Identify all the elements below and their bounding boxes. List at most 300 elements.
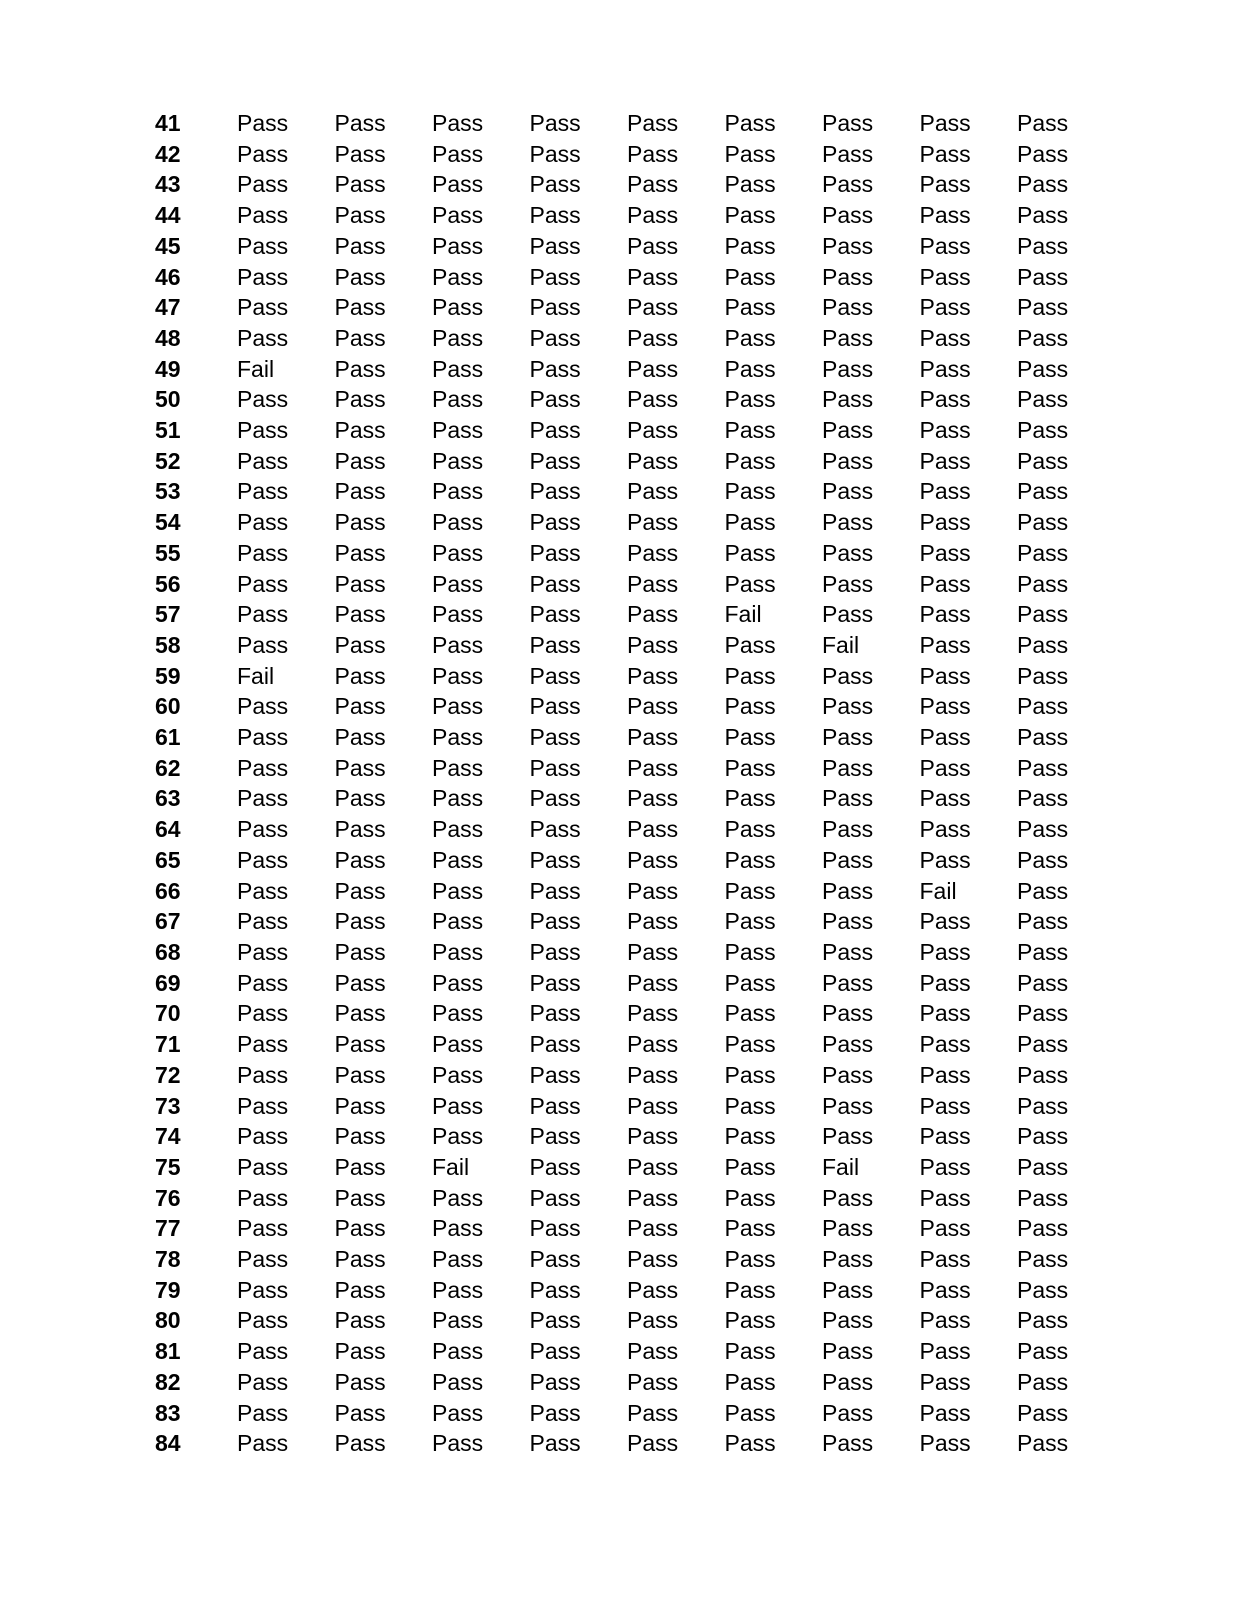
result-cell: Pass bbox=[724, 202, 776, 229]
result-cell: Pass bbox=[334, 785, 386, 812]
table-row bbox=[155, 906, 1115, 937]
result-cell: Pass bbox=[529, 417, 581, 444]
table-row bbox=[155, 415, 1115, 446]
result-cell: Pass bbox=[1017, 693, 1069, 720]
result-cell: Pass bbox=[334, 1215, 386, 1242]
result-cell: Pass bbox=[724, 386, 776, 413]
result-cell: Pass bbox=[919, 754, 971, 781]
row-number: 63 bbox=[155, 785, 181, 812]
result-cell: Pass bbox=[432, 386, 484, 413]
result-cell: Pass bbox=[627, 263, 679, 290]
result-cell: Pass bbox=[529, 1399, 581, 1426]
result-cell: Pass bbox=[627, 724, 679, 751]
result-cell: Pass bbox=[432, 662, 484, 689]
result-cell: Pass bbox=[237, 1031, 289, 1058]
result-cell: Pass bbox=[1017, 1368, 1069, 1395]
row-number: 46 bbox=[155, 263, 181, 290]
result-cell: Pass bbox=[432, 1061, 484, 1088]
result-cell: Pass bbox=[237, 202, 289, 229]
result-cell: Pass bbox=[1017, 816, 1069, 843]
result-cell: Pass bbox=[919, 816, 971, 843]
row-number: 68 bbox=[155, 938, 181, 965]
result-cell: Pass bbox=[237, 724, 289, 751]
result-cell: Pass bbox=[1017, 570, 1069, 597]
result-cell: Pass bbox=[822, 969, 874, 996]
table-row bbox=[155, 1183, 1115, 1214]
result-cell: Pass bbox=[1017, 447, 1069, 474]
result-cell: Pass bbox=[529, 1031, 581, 1058]
table-row bbox=[155, 1152, 1115, 1183]
result-cell: Pass bbox=[334, 1123, 386, 1150]
row-number: 62 bbox=[155, 754, 181, 781]
result-cell: Pass bbox=[529, 110, 581, 136]
row-number: 58 bbox=[155, 631, 181, 658]
result-cell: Pass bbox=[237, 478, 289, 505]
result-cell: Pass bbox=[627, 171, 679, 198]
result-cell: Pass bbox=[1017, 1000, 1069, 1027]
result-cell: Pass bbox=[822, 1215, 874, 1242]
result-cell: Pass bbox=[822, 877, 874, 904]
result-cell: Pass bbox=[1017, 171, 1069, 198]
result-cell: Pass bbox=[1017, 110, 1069, 136]
row-number: 49 bbox=[155, 355, 181, 382]
result-cell: Pass bbox=[724, 1399, 776, 1426]
table-row bbox=[155, 569, 1115, 600]
result-cell: Pass bbox=[724, 1430, 776, 1457]
result-cell: Pass bbox=[432, 355, 484, 382]
result-cell: Pass bbox=[724, 754, 776, 781]
result-cell: Pass bbox=[724, 478, 776, 505]
result-cell: Pass bbox=[237, 1061, 289, 1088]
result-cell: Pass bbox=[724, 662, 776, 689]
table-row bbox=[155, 323, 1115, 354]
table-row bbox=[155, 845, 1115, 876]
result-cell: Pass bbox=[237, 324, 289, 351]
row-number: 72 bbox=[155, 1061, 181, 1088]
result-cell: Pass bbox=[334, 877, 386, 904]
result-cell: Pass bbox=[1017, 969, 1069, 996]
result-cell: Pass bbox=[822, 570, 874, 597]
result-cell: Pass bbox=[334, 110, 386, 136]
result-cell: Pass bbox=[724, 1215, 776, 1242]
result-cell: Pass bbox=[432, 171, 484, 198]
result-cell: Pass bbox=[724, 693, 776, 720]
result-cell: Pass bbox=[919, 1215, 971, 1242]
result-cell: Pass bbox=[1017, 1153, 1069, 1180]
result-cell: Pass bbox=[237, 171, 289, 198]
result-cell: Pass bbox=[919, 1000, 971, 1027]
result-cell: Pass bbox=[919, 724, 971, 751]
result-cell: Pass bbox=[432, 1092, 484, 1119]
result-cell: Pass bbox=[627, 693, 679, 720]
result-cell: Pass bbox=[627, 1092, 679, 1119]
result-cell: Pass bbox=[1017, 478, 1069, 505]
row-number: 78 bbox=[155, 1246, 181, 1273]
result-cell: Pass bbox=[1017, 754, 1069, 781]
result-cell: Pass bbox=[237, 1246, 289, 1273]
table-row bbox=[155, 691, 1115, 722]
result-cell: Pass bbox=[432, 1399, 484, 1426]
result-cell: Pass bbox=[822, 785, 874, 812]
result-cell: Pass bbox=[724, 570, 776, 597]
result-cell: Pass bbox=[822, 171, 874, 198]
result-cell: Pass bbox=[432, 1430, 484, 1457]
result-cell: Pass bbox=[724, 1123, 776, 1150]
result-cell: Pass bbox=[919, 693, 971, 720]
table-row bbox=[155, 1213, 1115, 1244]
result-cell: Pass bbox=[432, 1276, 484, 1303]
result-cell: Pass bbox=[529, 1338, 581, 1365]
table-row bbox=[155, 1121, 1115, 1152]
result-cell: Pass bbox=[334, 1031, 386, 1058]
result-cell: Pass bbox=[919, 232, 971, 259]
result-cell: Pass bbox=[237, 631, 289, 658]
result-cell: Pass bbox=[237, 417, 289, 444]
row-number: 59 bbox=[155, 662, 181, 689]
result-cell: Pass bbox=[919, 294, 971, 321]
row-number: 82 bbox=[155, 1368, 181, 1395]
result-cell: Pass bbox=[627, 877, 679, 904]
table-row bbox=[155, 814, 1115, 845]
result-cell: Pass bbox=[1017, 1031, 1069, 1058]
result-cell: Pass bbox=[529, 601, 581, 628]
row-number: 75 bbox=[155, 1153, 181, 1180]
result-cell: Fail bbox=[237, 355, 275, 382]
result-cell: Pass bbox=[432, 693, 484, 720]
table-row bbox=[155, 1091, 1115, 1122]
result-cell: Pass bbox=[529, 1061, 581, 1088]
result-cell: Pass bbox=[822, 386, 874, 413]
row-number: 48 bbox=[155, 324, 181, 351]
result-cell: Pass bbox=[822, 478, 874, 505]
result-cell: Pass bbox=[237, 294, 289, 321]
result-cell: Pass bbox=[627, 631, 679, 658]
result-cell: Pass bbox=[627, 202, 679, 229]
row-number: 77 bbox=[155, 1215, 181, 1242]
result-cell: Pass bbox=[822, 1184, 874, 1211]
result-cell: Pass bbox=[432, 110, 484, 136]
result-cell: Pass bbox=[822, 1092, 874, 1119]
result-cell: Pass bbox=[919, 202, 971, 229]
result-cell: Pass bbox=[919, 478, 971, 505]
result-cell: Pass bbox=[919, 263, 971, 290]
result-cell: Pass bbox=[919, 417, 971, 444]
result-cell: Pass bbox=[334, 355, 386, 382]
result-cell: Pass bbox=[334, 693, 386, 720]
result-cell: Pass bbox=[724, 417, 776, 444]
result-cell: Pass bbox=[1017, 846, 1069, 873]
result-cell: Pass bbox=[334, 1061, 386, 1088]
result-cell: Pass bbox=[627, 417, 679, 444]
result-cell: Fail bbox=[724, 601, 762, 628]
result-cell: Pass bbox=[822, 110, 874, 136]
result-cell: Pass bbox=[432, 417, 484, 444]
result-cell: Pass bbox=[432, 539, 484, 566]
table-row bbox=[155, 968, 1115, 999]
result-cell: Pass bbox=[724, 140, 776, 167]
result-cell: Pass bbox=[1017, 294, 1069, 321]
result-cell: Pass bbox=[919, 386, 971, 413]
table-row bbox=[155, 783, 1115, 814]
result-cell: Pass bbox=[724, 877, 776, 904]
result-cell: Pass bbox=[627, 601, 679, 628]
result-cell: Pass bbox=[334, 1153, 386, 1180]
row-number: 41 bbox=[155, 110, 181, 136]
result-cell: Pass bbox=[627, 754, 679, 781]
result-cell: Pass bbox=[1017, 908, 1069, 935]
result-cell: Pass bbox=[724, 938, 776, 965]
table-row bbox=[155, 722, 1115, 753]
result-cell: Pass bbox=[432, 785, 484, 812]
result-cell: Pass bbox=[237, 1153, 289, 1180]
table-row bbox=[155, 630, 1115, 661]
result-cell: Pass bbox=[334, 202, 386, 229]
result-cell: Pass bbox=[724, 1276, 776, 1303]
result-cell: Pass bbox=[627, 1276, 679, 1303]
table-row bbox=[155, 446, 1115, 477]
results-table bbox=[155, 108, 1115, 1459]
result-cell: Pass bbox=[529, 263, 581, 290]
row-number: 55 bbox=[155, 539, 181, 566]
result-cell: Pass bbox=[627, 1430, 679, 1457]
result-cell: Pass bbox=[724, 1368, 776, 1395]
row-number: 83 bbox=[155, 1399, 181, 1426]
result-cell: Pass bbox=[627, 570, 679, 597]
table-row bbox=[155, 108, 1115, 139]
result-cell: Pass bbox=[237, 877, 289, 904]
result-cell: Fail bbox=[432, 1153, 470, 1180]
result-cell: Pass bbox=[334, 1000, 386, 1027]
result-cell: Pass bbox=[919, 570, 971, 597]
result-cell: Pass bbox=[822, 693, 874, 720]
result-cell: Pass bbox=[237, 816, 289, 843]
result-cell: Pass bbox=[822, 1430, 874, 1457]
result-cell: Pass bbox=[919, 1123, 971, 1150]
result-cell: Pass bbox=[724, 969, 776, 996]
result-cell: Pass bbox=[237, 140, 289, 167]
result-cell: Pass bbox=[529, 294, 581, 321]
result-cell: Pass bbox=[919, 1061, 971, 1088]
result-cell: Pass bbox=[627, 539, 679, 566]
table-row bbox=[155, 384, 1115, 415]
result-cell: Pass bbox=[334, 324, 386, 351]
result-cell: Pass bbox=[1017, 263, 1069, 290]
result-cell: Pass bbox=[822, 140, 874, 167]
result-cell: Pass bbox=[432, 754, 484, 781]
row-number: 50 bbox=[155, 386, 181, 413]
result-cell: Pass bbox=[334, 171, 386, 198]
result-cell: Pass bbox=[237, 1307, 289, 1334]
result-cell: Pass bbox=[432, 324, 484, 351]
row-number: 47 bbox=[155, 294, 181, 321]
result-cell: Pass bbox=[627, 1061, 679, 1088]
result-cell: Pass bbox=[919, 601, 971, 628]
table-row bbox=[155, 1060, 1115, 1091]
result-cell: Pass bbox=[237, 1123, 289, 1150]
result-cell: Pass bbox=[919, 1338, 971, 1365]
table-row bbox=[155, 292, 1115, 323]
result-cell: Pass bbox=[432, 447, 484, 474]
result-cell: Pass bbox=[334, 140, 386, 167]
result-cell: Pass bbox=[529, 1307, 581, 1334]
table-row bbox=[155, 354, 1115, 385]
result-cell: Pass bbox=[1017, 509, 1069, 536]
result-cell: Pass bbox=[919, 1246, 971, 1273]
result-cell: Pass bbox=[334, 1092, 386, 1119]
result-cell: Pass bbox=[432, 1368, 484, 1395]
result-cell: Pass bbox=[822, 1276, 874, 1303]
result-cell: Pass bbox=[1017, 724, 1069, 751]
result-cell: Pass bbox=[529, 816, 581, 843]
result-cell: Pass bbox=[334, 1430, 386, 1457]
result-cell: Pass bbox=[627, 908, 679, 935]
result-cell: Pass bbox=[432, 1338, 484, 1365]
result-cell: Pass bbox=[529, 171, 581, 198]
result-cell: Pass bbox=[1017, 1307, 1069, 1334]
result-cell: Pass bbox=[432, 938, 484, 965]
result-cell: Pass bbox=[724, 355, 776, 382]
result-cell: Pass bbox=[627, 140, 679, 167]
result-cell: Pass bbox=[529, 846, 581, 873]
result-cell: Pass bbox=[1017, 202, 1069, 229]
result-cell: Pass bbox=[432, 509, 484, 536]
result-cell: Pass bbox=[919, 846, 971, 873]
result-cell: Pass bbox=[237, 846, 289, 873]
result-cell: Pass bbox=[1017, 785, 1069, 812]
result-cell: Pass bbox=[919, 324, 971, 351]
result-cell: Pass bbox=[724, 509, 776, 536]
row-number: 44 bbox=[155, 202, 181, 229]
result-cell: Pass bbox=[529, 969, 581, 996]
result-cell: Pass bbox=[627, 1307, 679, 1334]
result-cell: Pass bbox=[529, 631, 581, 658]
result-cell: Pass bbox=[334, 509, 386, 536]
result-cell: Pass bbox=[432, 232, 484, 259]
result-cell: Pass bbox=[334, 1399, 386, 1426]
result-cell: Pass bbox=[529, 1368, 581, 1395]
table-row bbox=[155, 200, 1115, 231]
result-cell: Pass bbox=[529, 693, 581, 720]
row-number: 45 bbox=[155, 232, 181, 259]
table-row bbox=[155, 507, 1115, 538]
result-cell: Pass bbox=[627, 1000, 679, 1027]
result-cell: Pass bbox=[334, 662, 386, 689]
result-cell: Pass bbox=[334, 417, 386, 444]
result-cell: Pass bbox=[724, 539, 776, 566]
result-cell: Pass bbox=[334, 908, 386, 935]
table-row bbox=[155, 599, 1115, 630]
result-cell: Pass bbox=[237, 1368, 289, 1395]
result-cell: Pass bbox=[822, 294, 874, 321]
result-cell: Pass bbox=[529, 140, 581, 167]
result-cell: Pass bbox=[1017, 417, 1069, 444]
result-cell: Pass bbox=[627, 1246, 679, 1273]
result-cell: Pass bbox=[724, 1031, 776, 1058]
result-cell: Pass bbox=[1017, 601, 1069, 628]
result-cell: Pass bbox=[237, 570, 289, 597]
result-cell: Pass bbox=[237, 447, 289, 474]
row-number: 60 bbox=[155, 693, 181, 720]
result-cell: Pass bbox=[529, 877, 581, 904]
table-row bbox=[155, 1398, 1115, 1429]
result-cell: Fail bbox=[919, 877, 957, 904]
result-cell: Pass bbox=[237, 1184, 289, 1211]
result-cell: Pass bbox=[627, 1399, 679, 1426]
result-cell: Pass bbox=[919, 969, 971, 996]
row-number: 57 bbox=[155, 601, 181, 628]
row-number: 51 bbox=[155, 417, 181, 444]
result-cell: Pass bbox=[237, 693, 289, 720]
row-number: 67 bbox=[155, 908, 181, 935]
result-cell: Pass bbox=[334, 846, 386, 873]
result-cell: Pass bbox=[822, 754, 874, 781]
result-cell: Fail bbox=[822, 631, 860, 658]
result-cell: Pass bbox=[529, 662, 581, 689]
result-cell: Pass bbox=[919, 140, 971, 167]
result-cell: Pass bbox=[432, 969, 484, 996]
result-cell: Pass bbox=[724, 1307, 776, 1334]
result-cell: Pass bbox=[627, 938, 679, 965]
result-cell: Pass bbox=[822, 355, 874, 382]
row-number: 42 bbox=[155, 140, 181, 167]
result-cell: Pass bbox=[529, 724, 581, 751]
row-number: 76 bbox=[155, 1184, 181, 1211]
row-number: 73 bbox=[155, 1092, 181, 1119]
result-cell: Pass bbox=[919, 447, 971, 474]
result-cell: Pass bbox=[822, 1246, 874, 1273]
result-cell: Pass bbox=[237, 1215, 289, 1242]
result-cell: Pass bbox=[1017, 1246, 1069, 1273]
result-cell: Pass bbox=[432, 1246, 484, 1273]
result-cell: Pass bbox=[1017, 1184, 1069, 1211]
result-cell: Pass bbox=[627, 816, 679, 843]
result-cell: Pass bbox=[529, 509, 581, 536]
result-cell: Pass bbox=[1017, 1276, 1069, 1303]
result-cell: Pass bbox=[822, 1338, 874, 1365]
result-cell: Pass bbox=[1017, 324, 1069, 351]
result-cell: Pass bbox=[919, 509, 971, 536]
result-cell: Pass bbox=[822, 1000, 874, 1027]
result-cell: Pass bbox=[627, 386, 679, 413]
result-cell: Pass bbox=[529, 1276, 581, 1303]
result-cell: Pass bbox=[627, 294, 679, 321]
result-cell: Pass bbox=[627, 662, 679, 689]
result-cell: Pass bbox=[237, 969, 289, 996]
result-cell: Pass bbox=[334, 447, 386, 474]
result-cell: Pass bbox=[529, 202, 581, 229]
result-cell: Pass bbox=[237, 938, 289, 965]
result-cell: Pass bbox=[627, 1215, 679, 1242]
result-cell: Pass bbox=[237, 110, 289, 136]
result-cell: Pass bbox=[1017, 1338, 1069, 1365]
result-cell: Pass bbox=[822, 447, 874, 474]
result-cell: Pass bbox=[529, 1246, 581, 1273]
result-cell: Pass bbox=[724, 324, 776, 351]
result-cell: Pass bbox=[919, 1399, 971, 1426]
result-cell: Pass bbox=[334, 1184, 386, 1211]
row-number: 74 bbox=[155, 1123, 181, 1150]
result-cell: Pass bbox=[432, 570, 484, 597]
result-cell: Pass bbox=[237, 785, 289, 812]
result-cell: Pass bbox=[529, 324, 581, 351]
result-cell: Pass bbox=[822, 202, 874, 229]
result-cell: Pass bbox=[1017, 877, 1069, 904]
result-cell: Pass bbox=[237, 509, 289, 536]
result-cell: Pass bbox=[237, 263, 289, 290]
result-cell: Pass bbox=[724, 816, 776, 843]
result-cell: Pass bbox=[432, 478, 484, 505]
result-cell: Pass bbox=[237, 539, 289, 566]
